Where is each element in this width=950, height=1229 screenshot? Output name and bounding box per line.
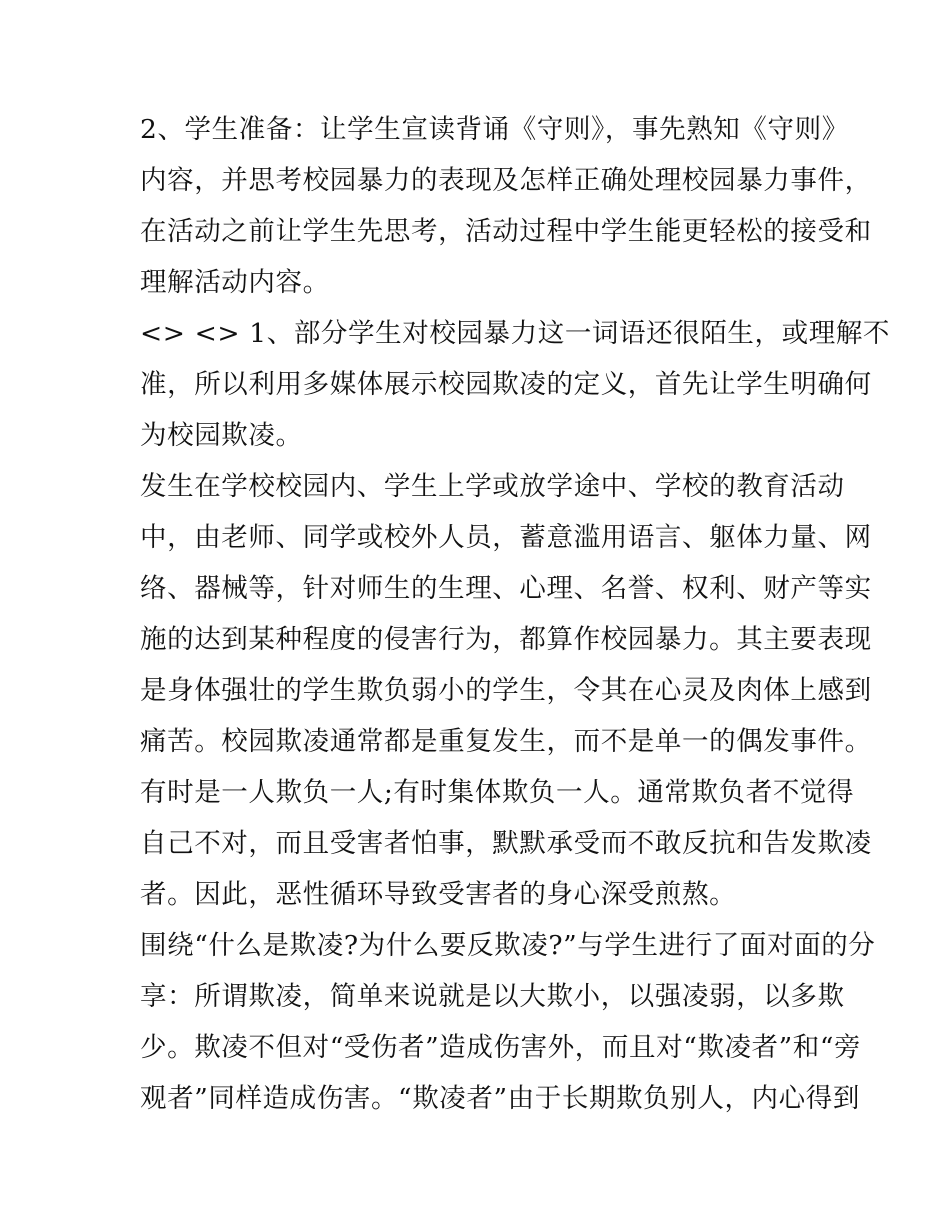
- text-line: 者。因此，恶性循环导致受害者的身心深受煎熬。: [140, 879, 737, 910]
- text-line: 有时是一人欺负一人;有时集体欺负一人。通常欺负者不觉得: [140, 777, 855, 808]
- text-line: 准，所以利用多媒体展示校园欺凌的定义，首先让学生明确何: [140, 369, 872, 400]
- paragraph-student-preparation: [140, 109, 872, 313]
- text-line: 络、器械等，针对师生的生理、心理、名誉、权利、财产等实: [140, 573, 872, 604]
- paragraph-definition-intro: [140, 313, 891, 466]
- text-line: 痛苦。校园欺凌通常都是重复发生，而不是单一的偶发事件。: [140, 726, 872, 757]
- text-line: 观者”同样造成伤害。“欺凌者”由于长期欺负别人，内心得到: [140, 1083, 860, 1114]
- paragraph-bullying-definition: [140, 466, 872, 925]
- paragraph-discussion: [140, 925, 876, 1129]
- text-line: <> <> 1、部分学生对校园暴力这一词语还很陌生，或理解不: [140, 318, 891, 349]
- text-line: 中，由老师、同学或校外人员，蓄意滥用语言、躯体力量、网: [140, 522, 872, 553]
- text-line: 自己不对，而且受害者怕事，默默承受而不敢反抗和告发欺凌: [140, 828, 872, 859]
- text-line: 享：所谓欺凌，简单来说就是以大欺小，以强凌弱，以多欺: [140, 981, 845, 1012]
- text-line: 为校园欺凌。: [140, 420, 303, 451]
- text-line: 内容，并思考校园暴力的表现及怎样正确处理校园暴力事件，: [140, 165, 872, 196]
- document-body: [140, 109, 891, 1129]
- text-line: 在活动之前让学生先思考，活动过程中学生能更轻松的接受和: [140, 216, 872, 247]
- text-line: 发生在学校校园内、学生上学或放学途中、学校的教育活动: [140, 471, 845, 502]
- text-line: 围绕“什么是欺凌?为什么要反欺凌?”与学生进行了面对面的分: [140, 930, 876, 961]
- text-line: 2、学生准备：让学生宣读背诵《守则》，事先熟知《守则》: [140, 114, 849, 145]
- text-line: 是身体强壮的学生欺负弱小的学生，令其在心灵及肉体上感到: [140, 675, 872, 706]
- text-line: 理解活动内容。: [140, 267, 330, 298]
- text-line: 施的达到某种程度的侵害行为，都算作校园暴力。其主要表现: [140, 624, 872, 655]
- text-line: 少。欺凌不但对“受伤者”造成伤害外，而且对“欺凌者”和“旁: [140, 1032, 862, 1063]
